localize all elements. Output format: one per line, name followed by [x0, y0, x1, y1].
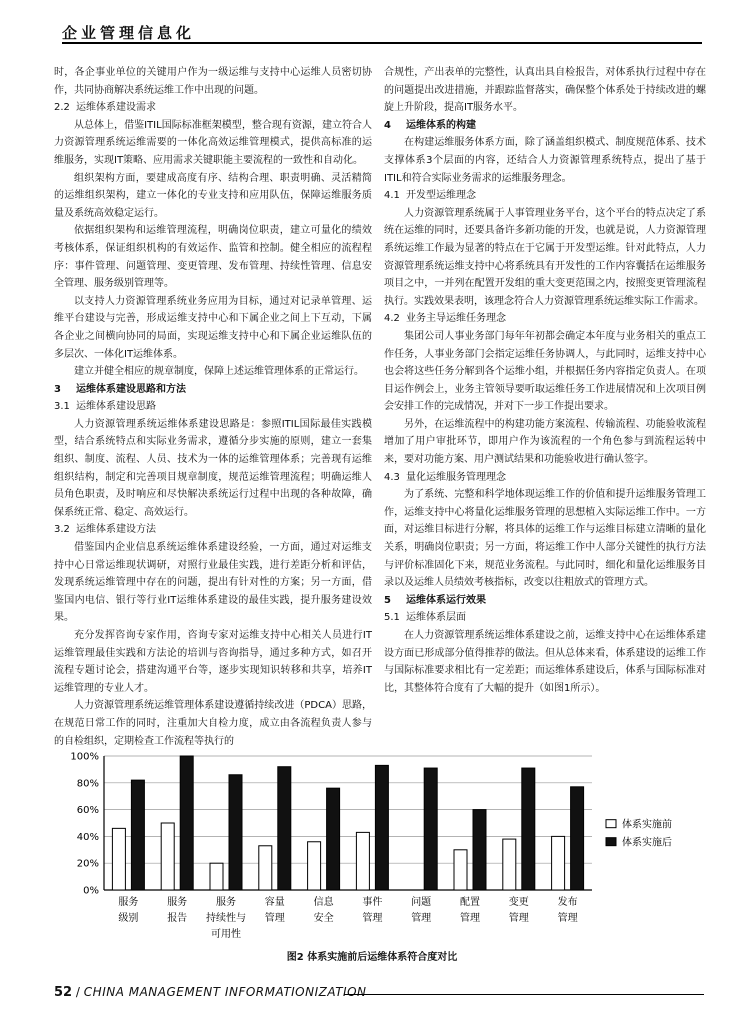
x-category-label: 发布 [557, 897, 578, 908]
section-title: 业务主导运维任务理念 [406, 313, 506, 325]
x-category-label: 配置 [460, 897, 480, 908]
x-category-label: 服务 [167, 897, 188, 908]
page-footer [54, 985, 704, 1003]
legend-swatch [606, 820, 616, 828]
bar-before [356, 832, 369, 890]
bar-after [375, 765, 388, 890]
x-category-label: 管理 [362, 913, 383, 924]
section-number: 4.2 [384, 313, 400, 325]
section-number: 4 [384, 119, 391, 131]
paragraph: 依据组织架构和运维管理流程，明确岗位职责，建立可量化的绩效考核体系，保证组织机构的有效运作、监管和控制。健全相应的流程程序：事件管理、问题管理、变更管理、发布管理、持续性管理、信息安全管理、服务级别管理等。 [54, 225, 372, 290]
journal-name: CHINA MANAGEMENT INFORMATIONIZATION [83, 985, 367, 999]
subsection-heading [54, 99, 372, 117]
section-number: 4.3 [384, 471, 400, 483]
section-title: 运维体系层面 [406, 612, 466, 624]
section-title: 运维体系建设方法 [76, 524, 156, 536]
paragraph: 组织架构方面，要建成高度有序、结构合理、职责明确、灵活精简的运维组织架构，建立一体化的专业支持和应用队伍，保障运维服务质量及系统高效稳定运行。 [54, 172, 372, 219]
bar-before [503, 839, 516, 890]
y-tick-label: 80% [76, 778, 99, 790]
subsection-heading [384, 609, 706, 627]
subsection-heading [384, 469, 706, 487]
header-rule [62, 42, 702, 44]
bar-after [278, 767, 291, 890]
x-category-label: 服务 [216, 897, 236, 908]
header-title: 企业管理信息化 [62, 24, 196, 42]
section-heading [54, 381, 372, 399]
bar-after [180, 756, 193, 890]
paragraph: 另外，在运维流程中的构建功能方案流程、传输流程、功能验收流程增加了用户审批环节，即用户作为该流程的一个角色参与到流程运转中来，要对功能方案、用户测试结果和功能验收进行确认签字。 [384, 418, 706, 466]
paragraph: 人力资源管理系统运维管理体系建设遵循持续改进（PDCA）思路，在规范日常工作的同时，注重加大自检力度，成立由各流程负责人参与的自检组织，定期检查工作流程等执行的 [54, 700, 372, 747]
y-tick-label: 20% [76, 858, 99, 870]
bar-after [229, 775, 242, 890]
left-column [54, 64, 372, 750]
paragraph: 从总体上，借鉴ITIL国际标准框架模型，整合现有资源，建立符合人力资源管理系统运维需要的一体化高效运维管理模式，提供高标准的运维服务，实现IT策略、应用需求关键职能主要流程的一致性和自动化。 [54, 119, 372, 166]
paragraph: 借鉴国内企业信息系统运维体系建设经验，一方面，通过对运维支持中心日常运维现状调研，对照行业最佳实践，进行差距分析和评估，发现系统运维管理中存在的问题，提出有针对性的方案；另一方面，借鉴国内电信、银行等行业IT运维体系建设的最佳实践，提升服务建设效果。 [54, 542, 372, 624]
paragraph: 为了系统、完整和科学地体现运维工作的价值和提升运维服务管理工作，运维支持中心将量化运维服务管理的思想植入实际运维工作中。一方面，对运维目标进行分解，将具体的运维工作与运维目标建立清晰的量化关系，明确岗位职责；另一方面，将运维工作中人部分关键性的执行方法与评价标准固化下来，规范业务流程。与此同时，细化和量化运维服务目录以及运维人员绩效考核指标，改变以往粗放式的管理方式。 [384, 489, 706, 589]
bar-before [161, 823, 174, 890]
subsection-heading [384, 310, 706, 328]
section-number: 3 [54, 383, 61, 395]
x-category-label: 管理 [557, 913, 578, 924]
x-category-label: 报告 [167, 913, 188, 924]
bar-after [131, 780, 144, 890]
paragraph: 合规性，产出表单的完整性，认真出具自检报告，对体系执行过程中存在的问题提出改进措施，并跟踪监督落实，确保整个体系处于持续改进的螺旋上升阶段，提高IT服务水平。 [384, 67, 706, 114]
page-header [62, 20, 702, 44]
bar-before [552, 836, 565, 890]
bar-after [327, 788, 340, 890]
bar-before [308, 842, 321, 890]
comparison-bar-chart [62, 752, 702, 948]
paragraph: 在人力资源管理系统运维体系建设之前，运维支持中心在运维体系建设方面已形成部分值得推荐的做法。但从总体来看，体系建设的运维工作与国际标准要求相比有一定差距；而运维体系建设后，体系与国际标准对比，其整体符合度有了大幅的提升（如图1所示）。 [384, 630, 706, 694]
bar-before [112, 828, 125, 890]
bar-before [210, 863, 223, 890]
x-category-label: 容量 [264, 897, 285, 908]
paragraph: 人力资源管理系统属于人事管理业务平台，这个平台的特点决定了系统在运维的同时，还要具备许多新功能的开发，也就是说，人力资源管理系统运维工作最为显著的特点在于它属于开发型运维。针对此特点，人力资源管理系统运维支持中心将系统具有开发性的工作内容囊括在运维服务项目之中，一并列在配置开发组的重大变更范围之内，按照变更管理流程执行。实践效果表明，该理念符合人力资源管理系统运维实际工作需求。 [384, 207, 706, 307]
legend-label: 体系实施后 [622, 837, 672, 849]
section-number: 2.2 [54, 102, 70, 114]
bar-before [454, 850, 467, 890]
y-tick-label: 100% [70, 752, 99, 763]
section-title: 运维体系运行效果 [406, 594, 486, 606]
x-category-label: 信息 [313, 897, 334, 908]
legend-swatch [606, 838, 616, 846]
section-title: 运维体系的构建 [406, 119, 476, 131]
y-tick-label: 0% [83, 885, 99, 897]
x-category-label: 事件 [362, 897, 383, 908]
x-category-label: 管理 [264, 913, 285, 924]
paragraph: 在构建运维服务体系方面，除了涵盖组织模式、制度规范体系、技术支撑体系3个层面的内容，还结合人力资源管理系统特点，提出了基于ITIL和符合实际业务需求的运维服务理念。 [384, 137, 706, 184]
section-number: 3.1 [54, 401, 70, 413]
page-number: 52 [54, 985, 73, 1000]
y-tick-label: 60% [76, 805, 99, 817]
x-category-label: 级别 [118, 913, 139, 924]
bar-after [522, 768, 535, 890]
x-category-label: 安全 [313, 913, 334, 924]
bar-after [424, 768, 437, 890]
section-heading [384, 117, 706, 135]
paragraph: 建立并健全相应的规章制度，保障上述运维管理体系的正常运行。 [74, 366, 364, 378]
paragraph: 集团公司人事业务部门每年年初都会确定本年度与业务相关的重点工作任务，人事业务部门会指定运维任务协调人，与此同时，运维支持中心也会将这些任务分解到各个运维小组，并根据任务内容指定负责人。在项目运作例会上，业务主管领导要听取运维任务工作进展情况和上次项目例会安排工作的完成情况，并对下一步工作提出要求。 [384, 330, 706, 413]
x-category-label: 持续性与 [206, 913, 246, 924]
subsection-heading [54, 398, 372, 416]
section-title: 量化运维服务管理理念 [406, 471, 506, 483]
legend-label: 体系实施前 [622, 819, 672, 831]
section-number: 5 [384, 594, 391, 606]
figure-caption: 图2 体系实施前后运维体系符合度对比 [286, 952, 458, 963]
x-category-label: 服务 [118, 897, 139, 908]
x-category-label: 可用性 [211, 929, 241, 940]
x-category-label: 管理 [508, 913, 529, 924]
subsection-heading [384, 187, 706, 205]
bar-after [473, 810, 486, 890]
footer-slash: / [75, 985, 80, 999]
section-title: 运维体系建设需求 [76, 102, 156, 114]
section-title: 运维体系建设思路 [76, 401, 156, 413]
paragraph: 人力资源管理系统运维体系建设思路是：参照ITIL国际最佳实践模型，结合系统特点和实际业务需求，遵循分步实施的原则，建立一套集组织、制度、流程、人员、技术为一体的运维管理体系；完善现有运维组织结构，制定和完善项目规章制度，规范运维管理流程；明确运维人员角色职责，及时响应和尽快解决系统运行过程中出现的各种故障，确保系统正常、稳定、高效运行。 [54, 418, 372, 518]
y-tick-label: 40% [76, 831, 99, 843]
bar-after [571, 787, 584, 890]
paragraph: 充分发挥咨询专家作用，咨询专家对运维支持中心相关人员进行IT运维管理最佳实践和方法论的培训与咨询指导，通过多种方式，如召开流程专题讨论会，搭建沟通平台等，逐步实现知识转移和共享，培养IT运维管理的专业人才。 [54, 630, 372, 694]
section-number: 3.2 [54, 524, 70, 536]
section-heading [384, 592, 706, 610]
paragraph: 时，各企事业单位的关键用户作为一级运维与支持中心运维人员密切协作，共同协商解决系统运维工作中出现的问题。 [54, 67, 372, 96]
x-category-label: 问题 [411, 897, 432, 908]
x-category-label: 变更 [508, 897, 529, 908]
section-number: 4.1 [384, 190, 400, 202]
section-title: 运维体系建设思路和方法 [76, 383, 186, 395]
section-title: 开发型运维理念 [406, 190, 476, 202]
x-category-label: 管理 [460, 913, 480, 924]
footer-rule [344, 994, 704, 995]
x-category-label: 管理 [411, 913, 432, 924]
bar-before [259, 846, 272, 890]
section-number: 5.1 [384, 612, 400, 624]
paragraph: 以支持人力资源管理系统业务应用为目标，通过对记录单管理、运维平台建设与完善，形成运维支持中心和下属企业之间上下互动，下属各企业之间横向协同的局面，实现运维支持中心和下属企业运维队伍的多层次、一体化IT运维体系。 [54, 295, 372, 360]
subsection-heading [54, 521, 372, 539]
right-column [384, 64, 706, 697]
